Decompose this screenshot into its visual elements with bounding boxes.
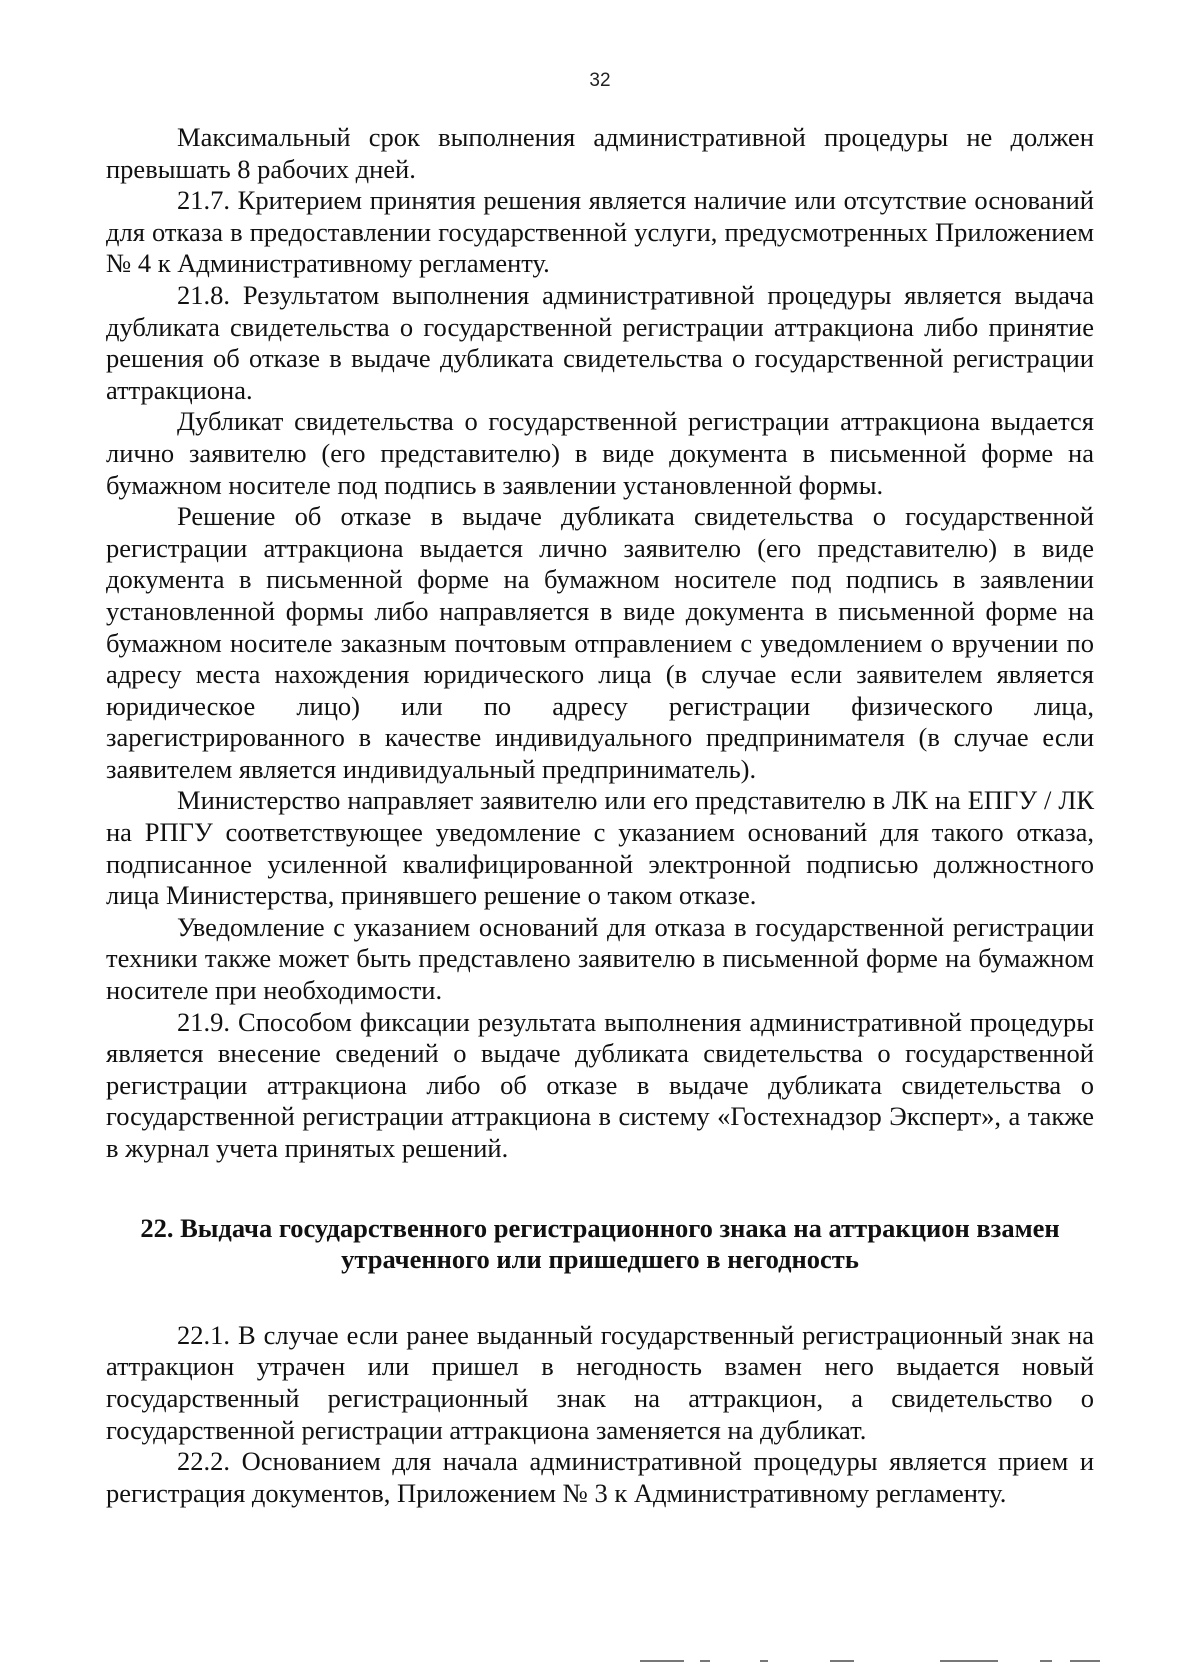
- paragraph-refusal-notification: Уведомление с указанием оснований для отказа в государственной регистрации техники также может быть представлено заявителю в письменной форме на бумажном носителе при необходимости.: [106, 911, 1094, 1006]
- scan-mark: [1040, 1660, 1052, 1662]
- paragraph-22-2: 22.2. Основанием для начала административной процедуры является прием и регистрация документов, Приложением № 3 к Административному регламенту.: [106, 1446, 1094, 1508]
- scan-mark: [1070, 1660, 1100, 1662]
- scan-mark: [940, 1660, 998, 1662]
- paragraph-max-term: Максимальный срок выполнения административной процедуры не должен превышать 8 рабочих дней.: [106, 122, 1094, 184]
- page-number: 32: [589, 70, 611, 91]
- document-body: [106, 122, 1094, 1509]
- paragraph-22-1: 22.1. В случае если ранее выданный государственный регистрационный знак на аттракцион утрачен или пришел в негодность взамен него выдается новый государственный регистрационный знак на аттракцион, а свидетельство о государственной регистрации аттракциона заменяется на дубликат.: [106, 1319, 1094, 1445]
- scan-mark: [700, 1660, 710, 1662]
- paragraph-ministry-notice: Министерство направляет заявителю или его представителю в ЛК на ЕПГУ / ЛК на РПГУ соответствующее уведомление с указанием оснований для такого отказа, подписанное усиленной квалифицированной электронной подписью должностного лица Министерства, принявшего решение о таком отказе.: [106, 785, 1094, 911]
- scan-mark: [830, 1660, 854, 1662]
- paragraph-duplicate-issued: Дубликат свидетельства о государственной регистрации аттракциона выдается лично заявителю (его представителю) в виде документа в письменной форме на бумажном носителе под подпись в заявлении установленной формы.: [106, 406, 1094, 500]
- section-heading-line-1: 22. Выдача государственного регистрационного знака на аттракцион взамен: [140, 1212, 1060, 1243]
- paragraph-21-7: 21.7. Критерием принятия решения является наличие или отсутствие оснований для отказа в предоставлении государственной услуги, предусмотренных Приложением № 4 к Административному регламенту.: [106, 185, 1094, 279]
- paragraph-refusal-decision: Решение об отказе в выдаче дубликата свидетельства о государственной регистрации аттракциона выдается лично заявителю (его представителю) в виде документа в письменной форме на бумажном носителе под подпись в заявлении установленной формы либо направляется в виде документа в письменной форме на бумажном носителе заказным почтовым отправлением с уведомлением о вручении по адресу места нахождения юридического лица (в случае если заявителем является юридическое лицо) или по адресу регистрации физического лица, зарегистрированного в качестве индивидуального предпринимателя (в случае если заявителем является индивидуальный предприниматель).: [106, 501, 1094, 784]
- scan-edge-marks: [0, 1658, 1200, 1664]
- scan-mark: [760, 1660, 768, 1662]
- paragraph-21-8: 21.8. Результатом выполнения административной процедуры является выдача дубликата свидетельства о государственной регистрации аттракциона либо принятие решения об отказе в выдаче дубликата свидетельства о государственной регистрации аттракциона.: [106, 279, 1094, 405]
- section-heading-22: [106, 1213, 1094, 1276]
- section-heading-line-2: утраченного или пришедшего в негодность: [341, 1244, 859, 1275]
- scan-mark: [640, 1660, 684, 1662]
- paragraph-21-9: 21.9. Способом фиксации результата выполнения административной процедуры является внесение сведений о выдаче дубликата свидетельства о государственной регистрации аттракциона либо об отказе в выдаче дубликата свидетельства о государственной регистрации аттракциона в систему «Гостехнадзор Эксперт», а также в журнал учета принятых решений.: [106, 1006, 1094, 1163]
